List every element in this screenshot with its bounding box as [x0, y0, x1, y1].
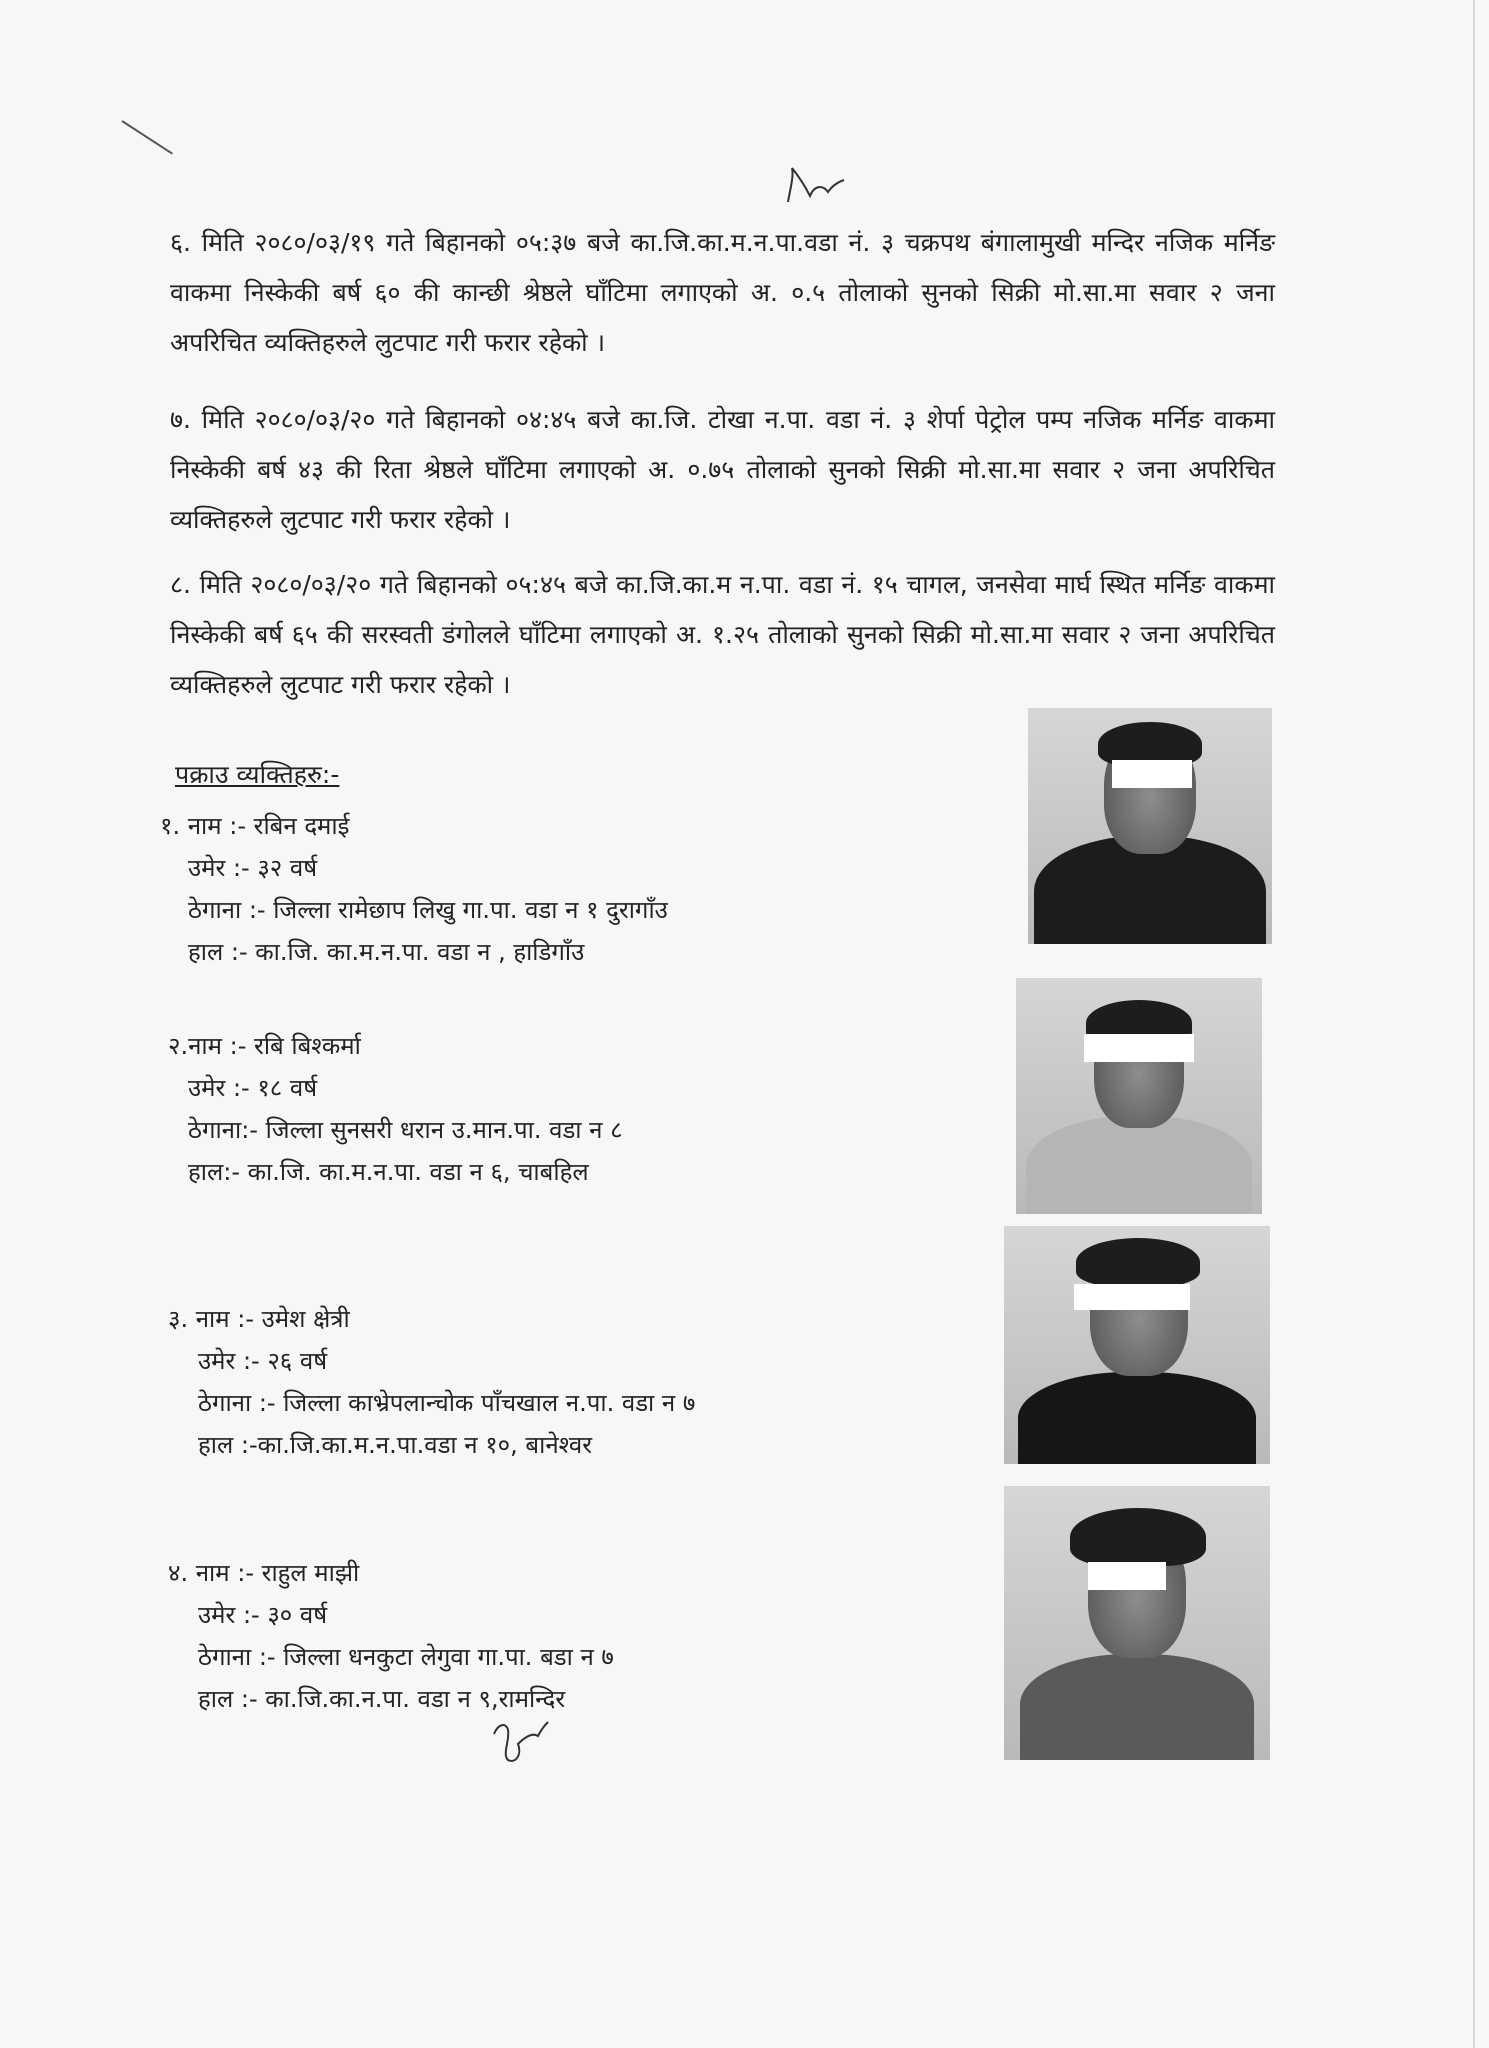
person-age: उमेर :- ३२ वर्ष — [188, 854, 318, 882]
photo-person-1 — [1028, 708, 1272, 944]
photo-person-4 — [1004, 1486, 1270, 1760]
paragraph-8: ८. मिति २०८०/०३/२० गते बिहानको ०५:४५ बजे का.जि.का.म न.पा. वडा नं. १५ चागल, जनसेवा मार्घ स्थित मर्निङ वाकमा निस्केकी बर्ष ६५ की सरस्वती डंगोलले घाँटिमा लगाएको अ. १.२५ तोलाको सुनको सिक्री मो.सा.मा सवार २ जना अपरिचित व्यक्तिहरुले लुटपाट गरी फरार रहेको । — [170, 570, 1275, 699]
person-name: २.नाम :- रबि बिश्कर्मा — [168, 1032, 361, 1060]
arrested-heading: पक्राउ व्यक्तिहरु:- — [175, 760, 340, 789]
paragraph-6: ६. मिति २०८०/०३/१९ गते बिहानको ०५:३७ बजे का.जि.का.म.न.पा.वडा नं. ३ चक्रपथ बंगालामुखी मन्दिर नजिक मर्निङ वाकमा निस्केकी बर्ष ६० की कान्छी श्रेष्ठले घाँटिमा लगाएको अ. ०.५ तोलाको सुनको सिक्री मो.सा.मा सवार २ जना अपरिचित व्यक्तिहरुले लुटपाट गरी फरार रहेको । — [170, 228, 1275, 357]
person-age: उमेर :- १८ वर्ष — [188, 1074, 318, 1102]
page-edge — [1473, 0, 1475, 2048]
person-current-address: हाल :- का.जि. का.म.न.पा. वडा न , हाडिगाँउ — [188, 938, 585, 966]
person-name: ३. नाम :- उमेश क्षेत्री — [168, 1305, 350, 1333]
person-address: ठेगाना:- जिल्ला सुनसरी धरान उ.मान.पा. वडा न ८ — [188, 1116, 623, 1144]
person-name: ४. नाम :- राहुल माझी — [168, 1559, 360, 1587]
face-redaction — [1088, 1562, 1166, 1590]
person-address: ठेगाना :- जिल्ला काभ्रेपलान्चोक पाँचखाल न.पा. वडा न ७ — [198, 1389, 696, 1417]
photo-torso — [1018, 1372, 1256, 1464]
person-current-address: हाल :-का.जि.का.म.न.पा.वडा न १०, बानेश्वर — [198, 1431, 593, 1459]
pen-mark — [121, 120, 172, 154]
person-2 — [168, 1025, 623, 1193]
person-current-address: हाल :- का.जि.का.न.पा. वडा न ९,रामन्दिर — [198, 1685, 566, 1713]
paragraph-7: ७. मिति २०८०/०३/२० गते बिहानको ०४:४५ बजे का.जि. टोखा न.पा. वडा नं. ३ शेर्पा पेट्रोल पम्प नजिक मर्निङ वाकमा निस्केकी बर्ष ४३ की रिता श्रेष्ठले घाँटिमा लगाएको अ. ०.७५ तोलाको सुनको सिक्री मो.सा.मा सवार २ जना अपरिचित व्यक्तिहरुले लुटपाट गरी फरार रहेको । — [170, 405, 1275, 534]
photo-torso — [1020, 1654, 1254, 1760]
photo-person-2 — [1016, 978, 1262, 1214]
signature-top — [780, 162, 850, 210]
face-redaction — [1084, 1034, 1194, 1062]
person-current-address: हाल:- का.जि. का.म.न.पा. वडा न ६, चाबहिल — [188, 1158, 589, 1186]
person-address: ठेगाना :- जिल्ला रामेछाप लिखु गा.पा. वडा न १ दुरागाँउ — [188, 896, 668, 924]
person-age: उमेर :- ३० वर्ष — [198, 1601, 328, 1629]
person-name: १. नाम :- रबिन दमाई — [160, 812, 350, 840]
person-address: ठेगाना :- जिल्ला धनकुटा लेगुवा गा.पा. बडा न ७ — [198, 1643, 614, 1671]
photo-torso — [1026, 1116, 1252, 1214]
face-redaction — [1074, 1284, 1190, 1310]
person-1 — [160, 805, 668, 973]
person-4 — [168, 1552, 614, 1720]
photo-hair — [1070, 1508, 1206, 1566]
photo-person-3 — [1004, 1226, 1270, 1464]
signature-bottom — [488, 1714, 550, 1766]
photo-hair — [1076, 1238, 1200, 1286]
face-redaction — [1112, 760, 1192, 788]
person-3 — [168, 1298, 695, 1466]
person-age: उमेर :- २६ वर्ष — [198, 1347, 328, 1375]
